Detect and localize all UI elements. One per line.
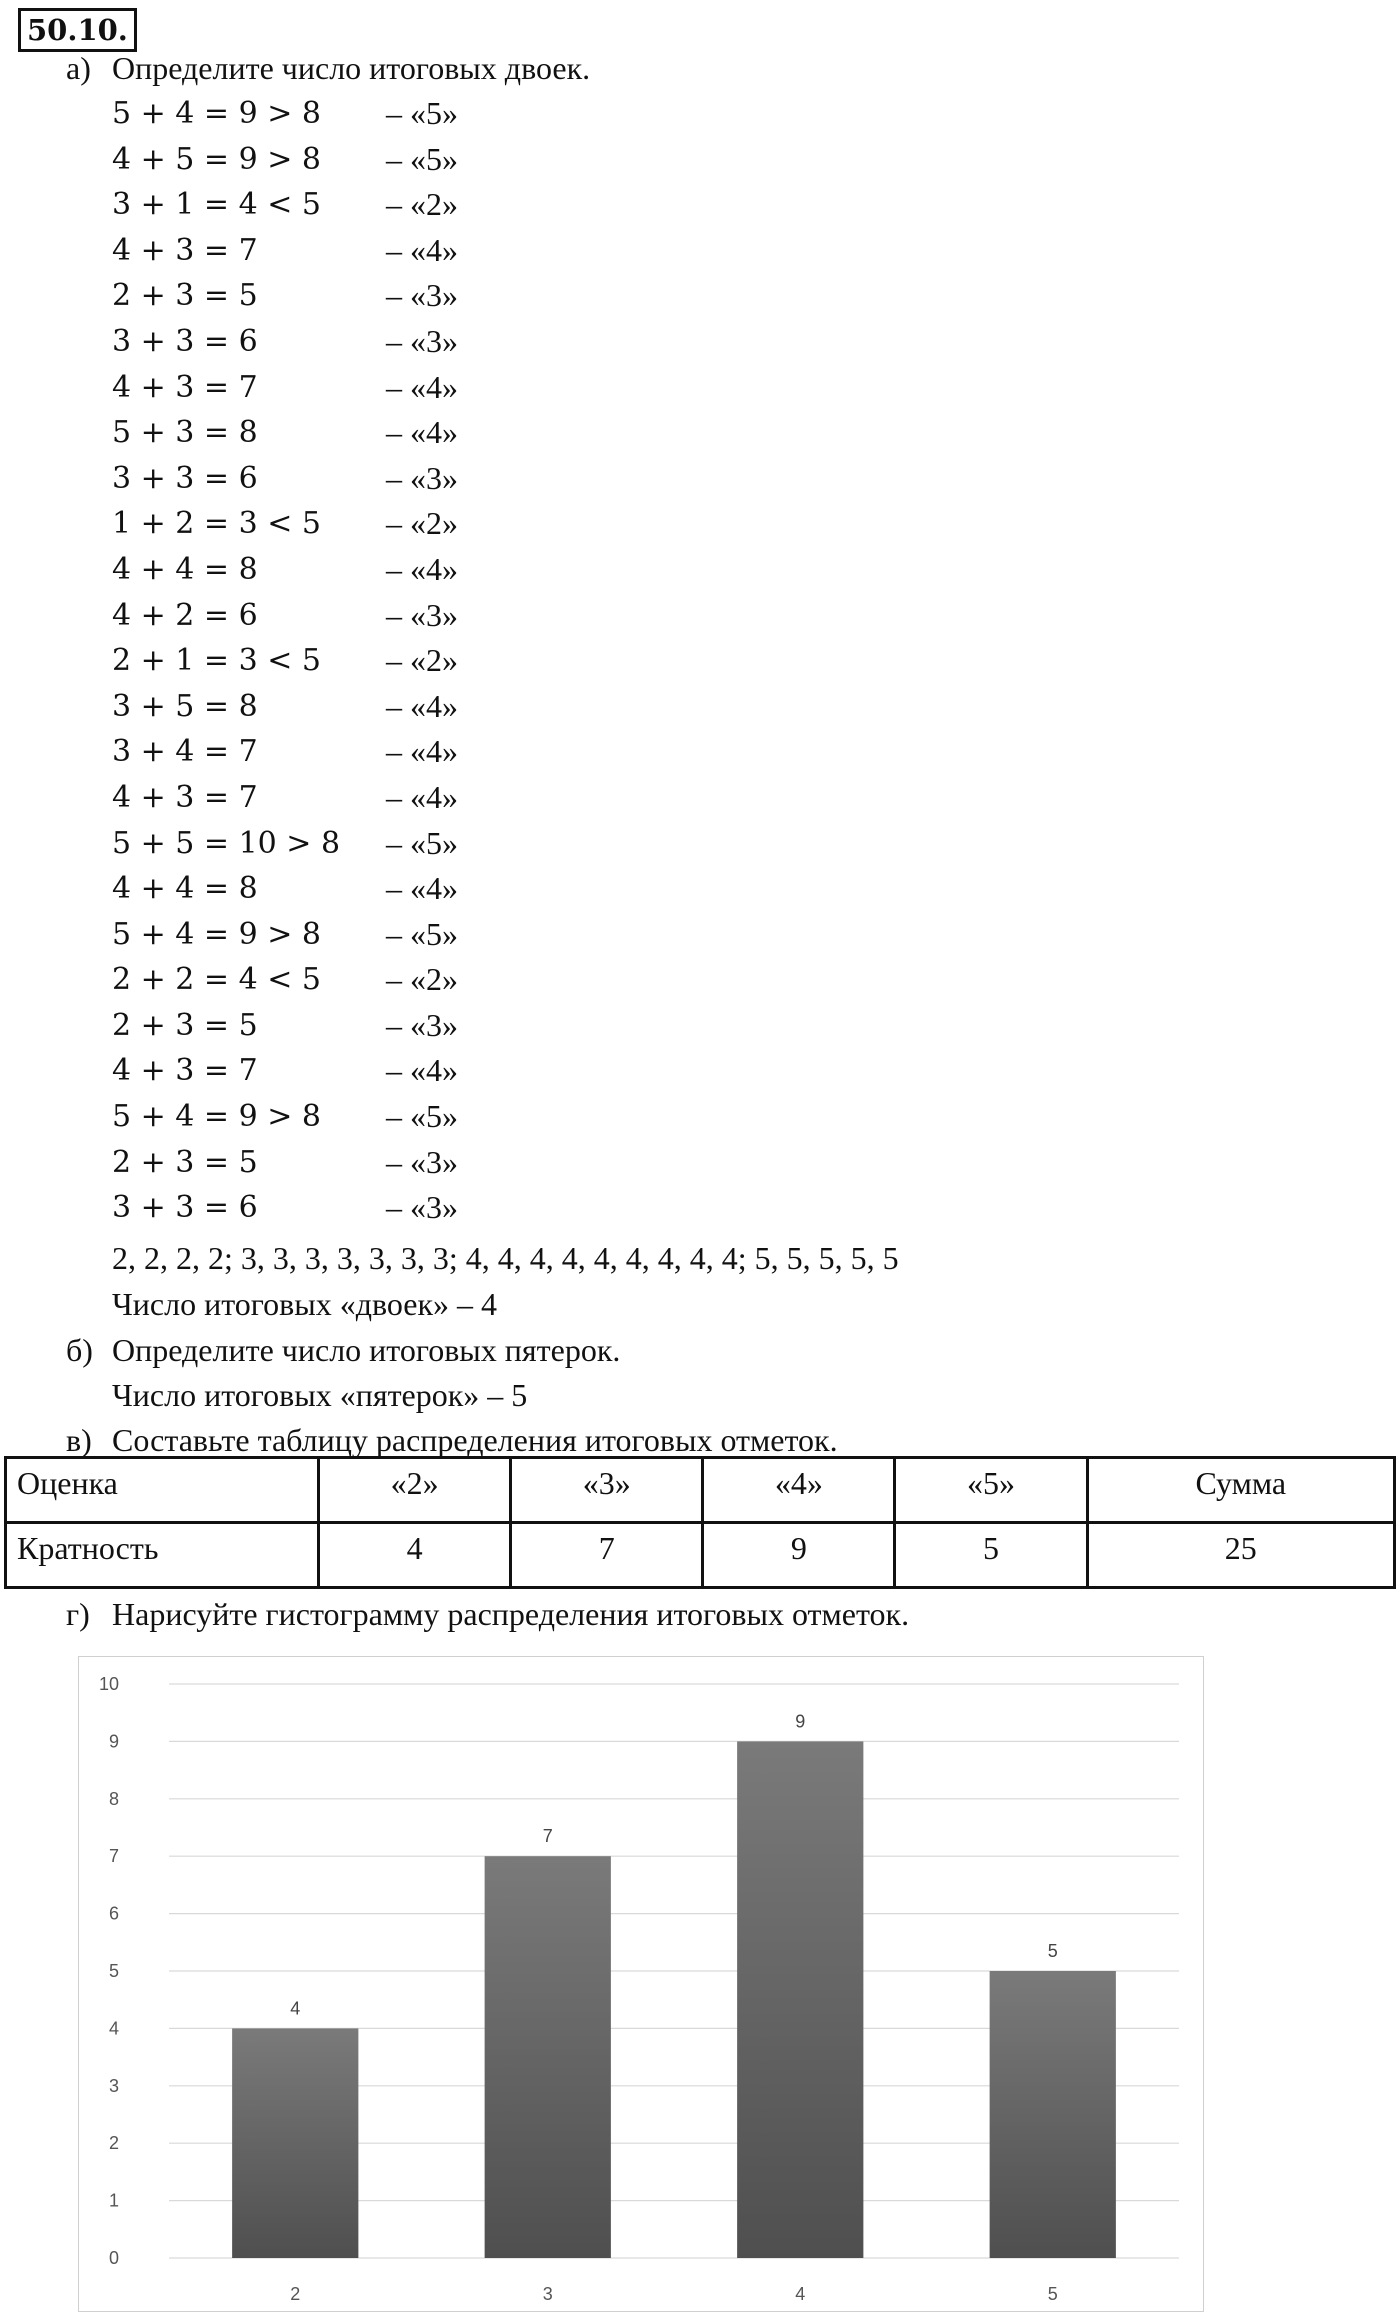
equation-grade: – «5» — [386, 95, 458, 131]
part-a — [66, 48, 590, 88]
y-tick-label: 10 — [98, 1674, 119, 1694]
table-cell: 7 — [511, 1523, 703, 1588]
y-tick-label: 3 — [108, 2075, 119, 2096]
equation-row — [112, 547, 612, 593]
equation-grade: – «3» — [386, 1006, 458, 1043]
equation-row — [112, 365, 612, 411]
equation-grade: – «4» — [386, 733, 458, 770]
equation-row — [112, 1140, 612, 1186]
equation-row — [112, 319, 612, 365]
equation-expression: 1 + 2 = 3 < 5 — [112, 506, 321, 542]
y-tick-label: 5 — [108, 1961, 119, 1981]
part-g-text: Нарисуйте гистограмму распределения итоговых отметок. — [112, 1596, 910, 1632]
data-label: 4 — [290, 1998, 301, 2019]
table-cell: 4 — [319, 1523, 511, 1588]
part-v-text: Составьте таблицу распределения итоговых отметок. — [112, 1422, 838, 1458]
equation-grade: – «4» — [386, 870, 458, 907]
equation-row — [112, 957, 612, 1003]
table-row-counts — [6, 1523, 1395, 1588]
bar — [990, 1971, 1116, 2258]
part-v — [66, 1420, 838, 1460]
table-cell: 5 — [895, 1523, 1087, 1588]
answer-b: Число итоговых «пятерок» – 5 — [112, 1377, 528, 1413]
equation-expression: 3 + 3 = 6 — [112, 1190, 258, 1226]
table-cell: 9 — [703, 1523, 895, 1588]
y-tick-label: 1 — [108, 2190, 119, 2211]
table-cell: Кратность — [6, 1523, 319, 1588]
equation-row — [112, 638, 612, 684]
bar — [232, 2028, 358, 2258]
equation-expression: 4 + 2 = 6 — [112, 597, 258, 633]
equation-grade: – «2» — [386, 505, 458, 542]
equation-expression: 2 + 1 = 3 < 5 — [112, 643, 321, 679]
y-tick-label: 4 — [108, 2018, 119, 2039]
y-tick-label: 8 — [108, 1788, 119, 1809]
equation-expression: 2 + 3 = 5 — [112, 1144, 258, 1180]
data-label: 5 — [1047, 1941, 1058, 1961]
bar — [485, 1856, 611, 2258]
histogram-svg — [79, 1657, 1203, 2311]
equation-row — [112, 912, 612, 958]
equation-grade: – «4» — [386, 1052, 458, 1089]
part-a-text: Определите число итоговых двоек. — [112, 50, 591, 86]
x-tick-label: 4 — [795, 2284, 806, 2304]
equation-row — [112, 1094, 612, 1140]
equation-expression: 4 + 3 = 7 — [112, 369, 258, 405]
equation-row — [112, 729, 612, 775]
equation-expression: 4 + 3 = 7 — [112, 232, 258, 268]
equation-grade: – «3» — [386, 459, 458, 496]
equation-grade: – «4» — [386, 687, 458, 724]
part-b-letter: б) — [66, 1332, 93, 1368]
equation-grade: – «2» — [386, 961, 458, 998]
problem-number: 50.10. — [18, 8, 137, 52]
equation-row — [112, 456, 612, 502]
equation-grade: – «4» — [386, 231, 458, 268]
equation-row — [112, 684, 612, 730]
equation-expression: 3 + 1 = 4 < 5 — [112, 187, 321, 223]
y-tick-label: 6 — [108, 1903, 119, 1924]
equation-grade: – «3» — [386, 277, 458, 314]
equation-grade: – «5» — [386, 1098, 458, 1135]
equation-grade: – «2» — [386, 186, 458, 223]
y-tick-label: 7 — [108, 1846, 119, 1867]
equation-row — [112, 501, 612, 547]
equation-grade: – «4» — [386, 550, 458, 587]
part-v-letter: в) — [66, 1422, 92, 1458]
equation-grade: – «5» — [386, 915, 458, 952]
sorted-grades-list: 2, 2, 2, 2; 3, 3, 3, 3, 3, 3, 3; 4, 4, 4, 4, 4, 4, 4, 4, 4; 5, 5, 5, 5, 5 — [112, 1240, 899, 1276]
equation-grade: – «4» — [386, 778, 458, 815]
equation-expression: 5 + 4 = 9 > 8 — [112, 1099, 321, 1135]
table-cell: «5» — [895, 1458, 1087, 1523]
equation-expression: 2 + 2 = 4 < 5 — [112, 962, 321, 998]
equation-expression: 5 + 4 = 9 > 8 — [112, 96, 321, 131]
equation-expression: 5 + 4 = 9 > 8 — [112, 916, 321, 952]
part-g — [66, 1594, 909, 1634]
bar — [737, 1741, 863, 2258]
y-tick-label: 2 — [108, 2133, 119, 2154]
equation-grade: – «2» — [386, 642, 458, 679]
data-label: 9 — [795, 1711, 806, 1732]
equation-row — [112, 1003, 612, 1049]
y-tick-label: 9 — [108, 1731, 119, 1752]
equation-row — [112, 1185, 612, 1231]
equation-expression: 2 + 3 = 5 — [112, 1007, 258, 1043]
histogram-chart — [78, 1656, 1204, 2312]
equation-grade: – «3» — [386, 322, 458, 359]
equation-row — [112, 273, 612, 319]
equation-expression: 3 + 3 = 6 — [112, 323, 258, 359]
equation-row — [112, 821, 612, 867]
equation-grade: – «5» — [386, 140, 458, 177]
equation-grade: – «4» — [386, 414, 458, 451]
equation-grade: – «5» — [386, 824, 458, 861]
equation-row — [112, 410, 612, 456]
equation-grade: – «3» — [386, 596, 458, 633]
equation-expression: 5 + 5 = 10 > 8 — [112, 825, 341, 861]
equation-grade: – «4» — [386, 368, 458, 405]
equation-row — [112, 137, 612, 183]
table-cell: «2» — [319, 1458, 511, 1523]
equation-expression: 3 + 5 = 8 — [112, 688, 258, 724]
table-cell: Сумма — [1087, 1458, 1395, 1523]
answer-a: Число итоговых «двоек» – 4 — [112, 1286, 498, 1322]
equation-grade: – «3» — [386, 1189, 458, 1226]
equation-list — [112, 91, 612, 1231]
equation-expression: 4 + 3 = 7 — [112, 1053, 258, 1089]
table-cell: «4» — [703, 1458, 895, 1523]
equation-row — [112, 775, 612, 821]
x-tick-label: 3 — [542, 2284, 553, 2304]
equation-row — [112, 866, 612, 912]
equation-row — [112, 593, 612, 639]
table-cell: 25 — [1087, 1523, 1395, 1588]
equation-expression: 3 + 4 = 7 — [112, 734, 258, 770]
equation-row — [112, 91, 612, 137]
equation-row — [112, 228, 612, 274]
table-cell: «3» — [511, 1458, 703, 1523]
equation-row — [112, 1048, 612, 1094]
table-row-header — [6, 1458, 1395, 1523]
equation-expression: 3 + 3 = 6 — [112, 460, 258, 496]
y-tick-label: 0 — [108, 2248, 119, 2268]
part-g-letter: г) — [66, 1596, 90, 1632]
distribution-table — [4, 1456, 1396, 1589]
part-b-text: Определите число итоговых пятерок. — [112, 1332, 621, 1368]
equation-expression: 2 + 3 = 5 — [112, 278, 258, 314]
data-label: 7 — [542, 1826, 553, 1847]
part-b — [66, 1330, 620, 1370]
equation-grade: – «3» — [386, 1143, 458, 1180]
table-cell: Оценка — [6, 1458, 319, 1523]
equation-expression: 4 + 3 = 7 — [112, 779, 258, 815]
equation-expression: 4 + 4 = 8 — [112, 551, 258, 587]
equation-expression: 4 + 4 = 8 — [112, 871, 258, 907]
equation-row — [112, 182, 612, 228]
x-tick-label: 5 — [1047, 2284, 1058, 2304]
part-a-letter: а) — [66, 50, 91, 86]
x-tick-label: 2 — [290, 2284, 301, 2304]
equation-expression: 5 + 3 = 8 — [112, 415, 258, 451]
equation-expression: 4 + 5 = 9 > 8 — [112, 141, 321, 177]
